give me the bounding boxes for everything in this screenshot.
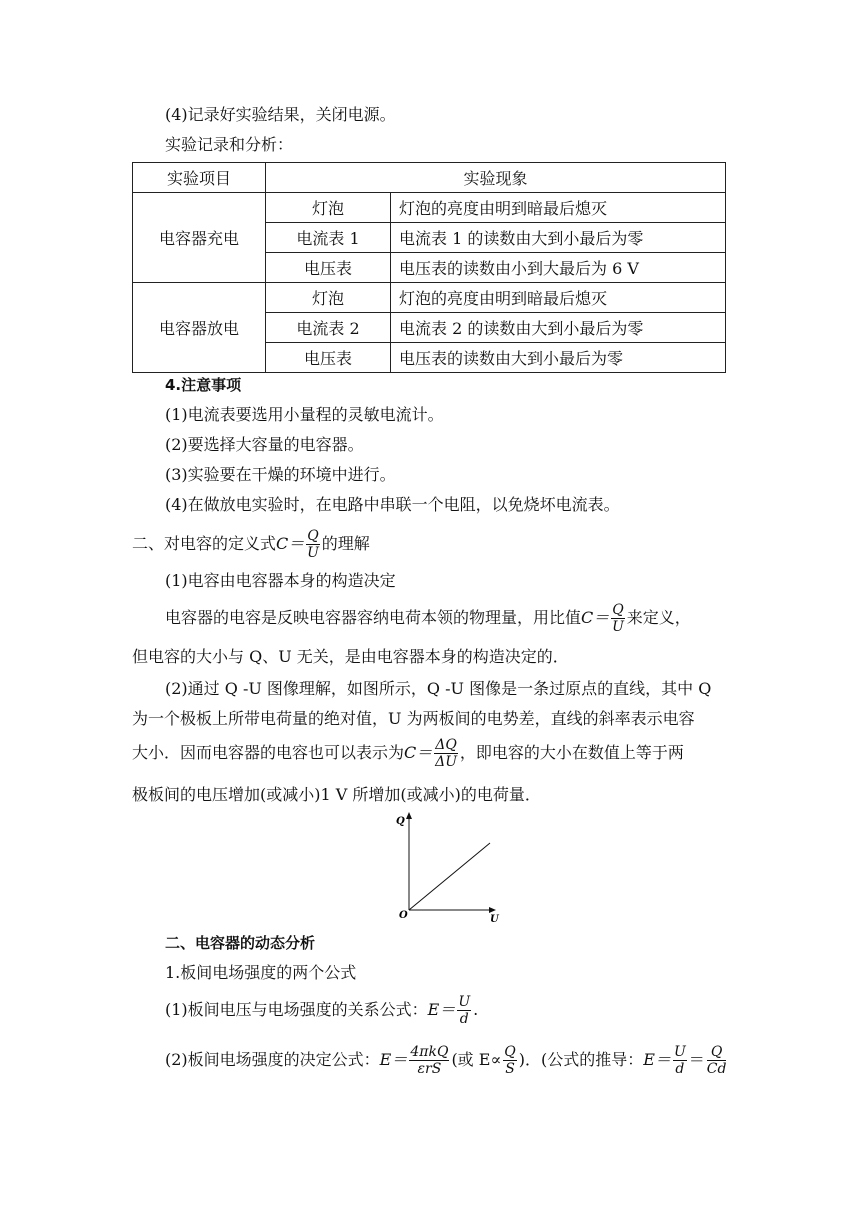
instrument-cell: 电流表 1 (266, 223, 391, 253)
paragraph1-line2: 但电容的大小与 Q、U 无关，是由电容器本身的构造决定的． (132, 647, 569, 666)
frac-den: U (612, 619, 624, 635)
frac-den: d (459, 1011, 469, 1027)
group-name-cell: 电容器放电 (133, 283, 266, 373)
eq-c-label: C＝ (276, 534, 305, 553)
section3-heading: 二、电容器的动态分析 (165, 934, 316, 952)
note-4: (4)在做放电实验时，在电路中串联一个电阻，以免烧坏电流表。 (165, 495, 620, 514)
frac-den: ΔU (435, 754, 458, 770)
p2c-prefix: 大小．因而电容器的电容也可以表示为 (132, 743, 405, 762)
table-header-row (133, 163, 726, 193)
x-axis-arrow (489, 907, 496, 913)
step4-text: (4)记录好实验结果，关闭电源。 (165, 105, 396, 124)
section3-para2 (165, 1040, 728, 1080)
s3p2-mid2: )．(公式的推导： (518, 1050, 644, 1069)
origin-label: O (399, 910, 408, 921)
table-row (133, 193, 726, 223)
frac-num: Q (612, 602, 624, 618)
section2-prefix: 二、对电容的定义式 (132, 534, 277, 553)
eq-e-label: E＝ (427, 1000, 456, 1019)
note-1: (1)电流表要选用小量程的灵敏电流计。 (165, 405, 444, 424)
experiment-table (132, 162, 726, 373)
s3p1-prefix: (1)板间电压与电场强度的关系公式： (165, 1000, 428, 1019)
phenomenon-cell: 电流表 1 的读数由大到小最后为零 (391, 223, 726, 253)
frac-den: Cd (706, 1061, 727, 1077)
instrument-cell: 灯泡 (266, 193, 391, 223)
p2c-suffix: ，即电容的大小在数值上等于两 (459, 743, 684, 762)
q-u-graph (390, 810, 510, 930)
frac-num: U (458, 994, 471, 1010)
frac-den: U (307, 545, 319, 561)
frac-num: Q (707, 1044, 727, 1061)
instrument-cell: 电流表 2 (266, 313, 391, 343)
eq-e-label: E＝ (379, 1050, 408, 1069)
section3-item1: 1.板间电场强度的两个公式 (165, 963, 357, 982)
eq-c-label: C＝ (404, 743, 433, 762)
p1-suffix: 来定义， (626, 608, 691, 627)
table-header-cell: 实验现象 (266, 163, 726, 193)
paragraph2-line4: 极板间的电压增加(或减小)1 V 所增加(或减小)的电荷量． (132, 785, 541, 804)
paragraph2-line2: 为一个极板上所带电荷量的绝对值，U 为两板间的电势差，直线的斜率表示电容 (132, 709, 695, 728)
eq-sign: ＝ (688, 1050, 705, 1069)
paragraph1-line1 (165, 600, 691, 636)
phenomenon-cell: 电流表 2 的读数由大到小最后为零 (391, 313, 726, 343)
frac-num: Q (307, 528, 319, 544)
s3p2-prefix: (2)板间电场强度的决定公式： (165, 1050, 380, 1069)
fraction-dq-over-du (434, 737, 458, 770)
frac-num: ΔQ (435, 737, 457, 753)
sub1-heading: (1)电容由电容器本身的构造决定 (165, 571, 396, 590)
frac-den: d (675, 1061, 685, 1077)
record-title: 实验记录和分析： (165, 135, 294, 154)
paragraph2-line3 (132, 734, 684, 772)
frac-num: 4πkQ (410, 1044, 449, 1060)
frac-num: U (673, 1044, 686, 1060)
y-axis-arrow (406, 812, 412, 819)
frac-den: εrS (417, 1061, 442, 1077)
q-u-line (409, 843, 490, 910)
note-2: (2)要选择大容量的电容器。 (165, 435, 364, 454)
s3p2-mid: (或 E∝ (451, 1050, 502, 1069)
phenomenon-cell: 灯泡的亮度由明到暗最后熄灭 (391, 283, 726, 313)
fraction-q-over-u (306, 528, 319, 561)
instrument-cell: 电压表 (266, 253, 391, 283)
eq-c-label: C＝ (581, 608, 610, 627)
frac-den: S (505, 1061, 515, 1077)
fraction-u-over-d (673, 1044, 687, 1077)
fraction-4pikq-over-epss (409, 1044, 449, 1077)
fraction-u-over-d (457, 994, 471, 1027)
table-row (133, 283, 726, 313)
fraction-q-over-s (503, 1044, 516, 1077)
section2-suffix: 的理解 (321, 534, 370, 553)
phenomenon-cell: 电压表的读数由大到小最后为零 (391, 343, 726, 373)
section2-heading (132, 526, 370, 562)
notes-title: 4.注意事项 (165, 376, 242, 394)
section3-para1: (1)板间电压与电场强度的关系公式：E＝ $\frac{U}{d}$ . (165, 994, 479, 1027)
x-axis-label: U (490, 914, 499, 925)
fraction-q-over-u (611, 602, 624, 635)
paragraph2-line1: (2)通过 Q -U 图像理解，如图所示，Q -U 图像是一条过原点的直线，其中 Q (165, 679, 712, 698)
fraction-q-over-cd (707, 1044, 727, 1077)
table-header-cell: 实验项目 (133, 163, 266, 193)
eq-e-label: E＝ (643, 1050, 671, 1069)
p1-prefix: 电容器的电容是反映电容器容纳电荷本领的物理量，用比值 (165, 608, 582, 627)
instrument-cell: 灯泡 (266, 283, 391, 313)
instrument-cell: 电压表 (266, 343, 391, 373)
phenomenon-cell: 电压表的读数由小到大最后为 6 V (391, 253, 726, 283)
phenomenon-cell: 灯泡的亮度由明到暗最后熄灭 (391, 193, 726, 223)
group-name-cell: 电容器充电 (133, 193, 266, 283)
y-axis-label: Q (396, 816, 405, 827)
note-3: (3)实验要在干燥的环境中进行。 (165, 465, 396, 484)
frac-num: Q (504, 1044, 516, 1060)
